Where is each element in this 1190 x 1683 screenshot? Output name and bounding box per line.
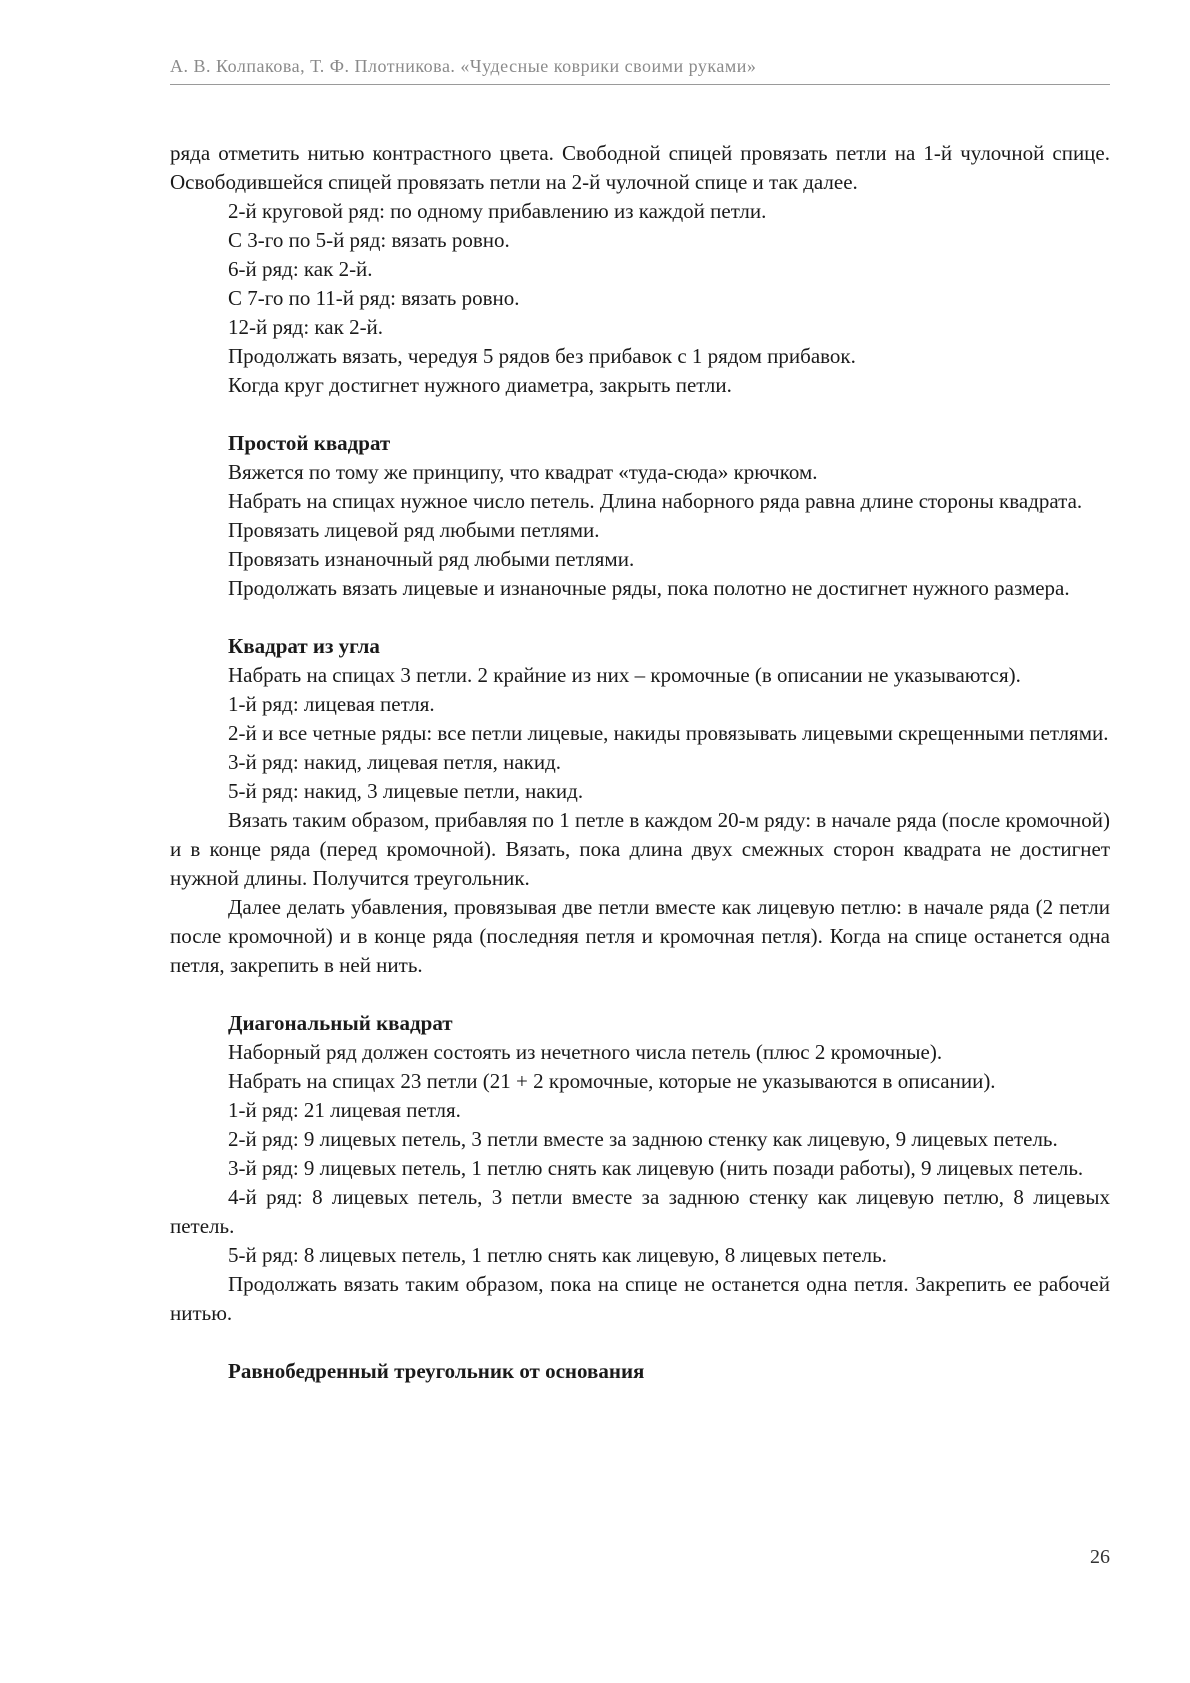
section-heading: Равнобедренный треугольник от основания bbox=[228, 1359, 645, 1383]
paragraph: 2-й и все четные ряды: все петли лицевые, накиды провязывать лицевыми скрещенными петлями. bbox=[228, 721, 1109, 745]
paragraph: 2-й круговой ряд: по одному прибавлению из каждой петли. bbox=[228, 199, 767, 223]
paragraph: 1-й ряд: 21 лицевая петля. bbox=[228, 1098, 461, 1122]
paragraph: 3-й ряд: 9 лицевых петель, 1 петлю снять как лицевую (нить позади работы), 9 лицевых петель. bbox=[228, 1156, 1084, 1180]
paragraph: С 7-го по 11-й ряд: вязать ровно. bbox=[228, 286, 520, 310]
paragraph: Вяжется по тому же принципу, что квадрат «туда-сюда» крючком. bbox=[228, 460, 818, 484]
page-number: 26 bbox=[1090, 1546, 1110, 1568]
paragraph: 12-й ряд: как 2-й. bbox=[228, 315, 384, 339]
paragraph: Продолжать вязать, чередуя 5 рядов без прибавок с 1 рядом прибавок. bbox=[228, 344, 856, 368]
paragraph: Набрать на спицах нужное число петель. Длина наборного ряда равна длине стороны квадрата. bbox=[228, 489, 1083, 513]
paragraph: Далее делать убавления, провязывая две петли вместе как лицевую петлю: в начале ряда (2 петли после кромочной) и в конце ряда (последняя петля и кромочная петля). Когда на спице останется одна петля, закрепить в ней нить. bbox=[170, 895, 1110, 977]
paragraph: Набрать на спицах 3 петли. 2 крайние из них – кромочные (в описании не указываются). bbox=[228, 663, 1021, 687]
section-heading: Простой квадрат bbox=[228, 431, 391, 455]
paragraph: С 3-го по 5-й ряд: вязать ровно. bbox=[228, 228, 510, 252]
paragraph: Набрать на спицах 23 петли (21 + 2 кромочные, которые не указываются в описании). bbox=[228, 1069, 996, 1093]
paragraph: Провязать изнаночный ряд любыми петлями. bbox=[228, 547, 635, 571]
paragraph: 5-й ряд: 8 лицевых петель, 1 петлю снять как лицевую, 8 лицевых петель. bbox=[228, 1243, 887, 1267]
paragraph: Наборный ряд должен состоять из нечетного числа петель (плюс 2 кромочные). bbox=[228, 1040, 943, 1064]
paragraph: Когда круг достигнет нужного диаметра, закрыть петли. bbox=[228, 373, 732, 397]
paragraph: Провязать лицевой ряд любыми петлями. bbox=[228, 518, 600, 542]
paragraph: 1-й ряд: лицевая петля. bbox=[228, 692, 435, 716]
paragraph: Продолжать вязать таким образом, пока на спице не останется одна петля. Закрепить ее рабочей нитью. bbox=[170, 1272, 1110, 1325]
section-heading: Диагональный квадрат bbox=[228, 1011, 453, 1035]
paragraph: 2-й ряд: 9 лицевых петель, 3 петли вместе за заднюю стенку как лицевую, 9 лицевых петель. bbox=[228, 1127, 1058, 1151]
header-rule bbox=[170, 84, 1110, 85]
paragraph: 4-й ряд: 8 лицевых петель, 3 петли вместе за заднюю стенку как лицевую петлю, 8 лицевых петель. bbox=[170, 1185, 1110, 1238]
paragraph: 5-й ряд: накид, 3 лицевые петли, накид. bbox=[228, 779, 584, 803]
paragraph: 3-й ряд: накид, лицевая петля, накид. bbox=[228, 750, 562, 774]
running-header: А. В. Колпакова, Т. Ф. Плотникова. «Чудесные коврики своими руками» bbox=[170, 56, 757, 76]
section-heading: Квадрат из угла bbox=[228, 634, 380, 658]
paragraph-continued: ряда отметить нитью контрастного цвета. Свободной спицей провязать петли на 1-й чулочной спице. Освободившейся спицей провязать петли на 2-й чулочной спице и так далее. bbox=[170, 141, 1110, 194]
paragraph: 6-й ряд: как 2-й. bbox=[228, 257, 373, 281]
paragraph: Вязать таким образом, прибавляя по 1 петле в каждом 20-м ряду: в начале ряда (после кромочной) и в конце ряда (перед кромочной). Вязать, пока длина двух смежных сторон квадрата не достигнет нужной длины. Получится треугольник. bbox=[170, 808, 1110, 890]
paragraph: Продолжать вязать лицевые и изнаночные ряды, пока полотно не достигнет нужного размера. bbox=[228, 576, 1070, 600]
body-text bbox=[170, 139, 1110, 1386]
